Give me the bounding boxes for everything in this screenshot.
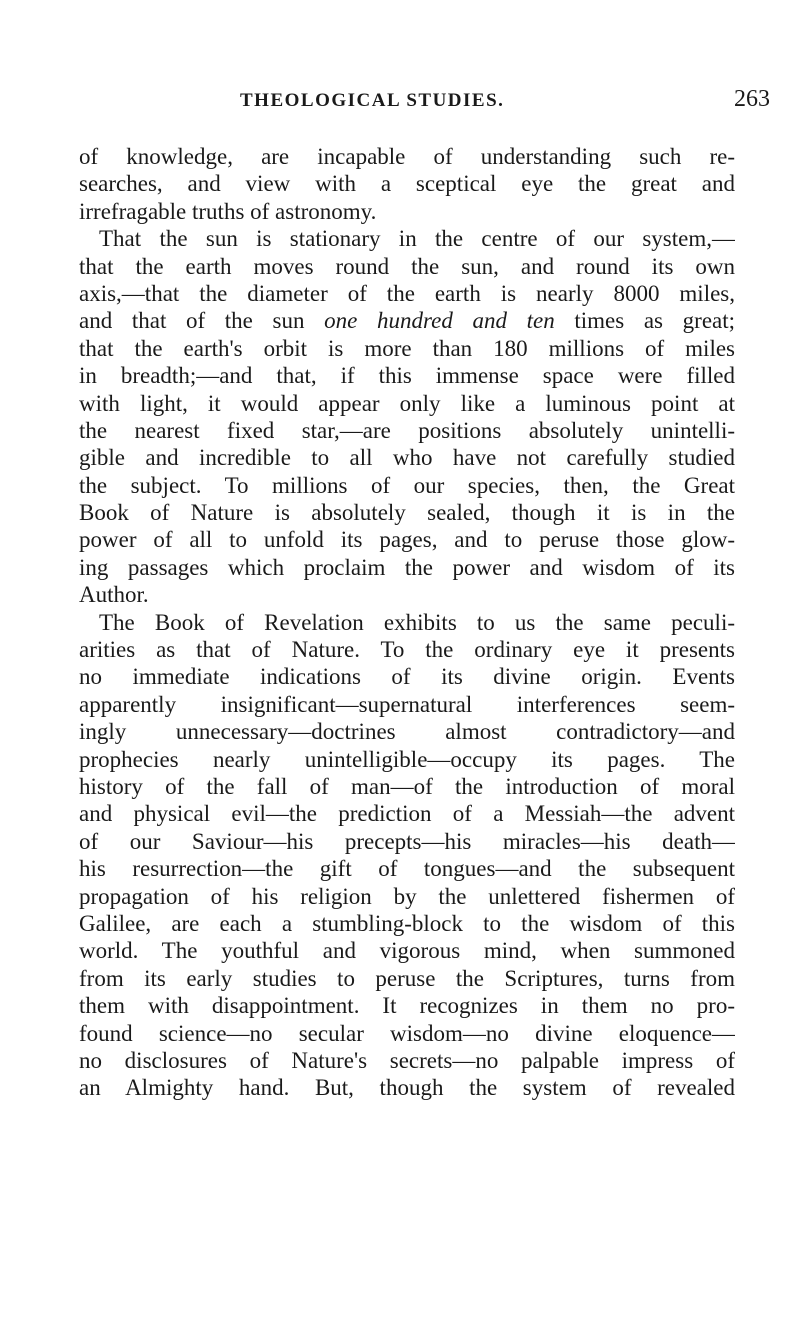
text-line: them with disappointment. It recognizes in them no pro-: [79, 993, 735, 1019]
italic-phrase: one hundred and ten: [324, 308, 555, 334]
text-line: ingly unnecessary—doctrines almost contradictory—and: [79, 719, 735, 745]
text-line: and physical evil—the prediction of a Messiah—the advent: [79, 801, 735, 827]
text-line: Book of Nature is absolutely sealed, though it is in the: [79, 500, 735, 526]
text-line: gible and incredible to all who have not carefully studied: [79, 445, 735, 471]
text-line: [79, 307, 735, 334]
text-line: propagation of his religion by the unlettered fishermen of: [79, 883, 735, 909]
text-line: power of all to unfold its pages, and to peruse those glow-: [79, 527, 735, 553]
text-line: of our Saviour—his precepts—his miracles—his death—: [79, 828, 735, 854]
text-line: found science—no secular wisdom—no divine eloquence—: [79, 1020, 735, 1046]
text-line: prophecies nearly unintelligible—occupy its pages. The: [79, 746, 735, 772]
text-line: searches, and view with a sceptical eye the great and: [79, 171, 735, 197]
text-line: history of the fall of man—of the introduction of moral: [79, 773, 735, 799]
text-line: irrefragable truths of astronomy.: [79, 198, 377, 224]
text-line: no immediate indications of its divine origin. Events: [79, 664, 735, 690]
text-line: That the sun is stationary in the centre of our system,—: [99, 226, 735, 252]
text-line: arities as that of Nature. To the ordinary eye it presents: [79, 637, 735, 663]
text-line: an Almighty hand. But, though the system of revealed: [79, 1075, 735, 1101]
text-line: of knowledge, are incapable of understanding such re-: [79, 144, 735, 169]
text-line: the nearest fixed star,—are positions absolutely unintelli-: [79, 417, 735, 443]
text-line: with light, it would appear only like a luminous point at: [79, 390, 735, 416]
text-segment: and that of the sun: [79, 308, 305, 334]
text-line: that the earth's orbit is more than 180 millions of miles: [79, 335, 735, 361]
running-head: [0, 86, 800, 126]
body-text: [79, 143, 735, 1102]
text-line: Galilee, are each a stumbling-block to the wisdom of this: [79, 910, 735, 936]
text-line: The Book of Revelation exhibits to us the same peculi-: [99, 609, 735, 635]
text-line: axis,—that the diameter of the earth is nearly 8000 miles,: [79, 280, 735, 306]
text-line: from its early studies to peruse the Scriptures, turns from: [79, 965, 735, 991]
text-line: his resurrection—the gift of tongues—and the subsequent: [79, 856, 735, 882]
text-line: ing passages which proclaim the power and wisdom of its: [79, 554, 735, 580]
text-segment: times as great;: [574, 308, 735, 334]
text-line: world. The youthful and vigorous mind, when summoned: [79, 938, 735, 964]
text-line: no disclosures of Nature's secrets—no palpable impress of: [79, 1047, 735, 1073]
text-line: in breadth;—and that, if this immense space were filled: [79, 363, 735, 389]
text-line: the subject. To millions of our species, then, the Great: [79, 472, 735, 498]
running-title: THEOLOGICAL STUDIES.: [240, 90, 505, 111]
text-line: Author.: [79, 582, 149, 608]
page-number: 263: [734, 86, 770, 112]
text-line: that the earth moves round the sun, and round its own: [79, 253, 735, 279]
text-line: apparently insignificant—supernatural interferences seem-: [79, 691, 735, 717]
